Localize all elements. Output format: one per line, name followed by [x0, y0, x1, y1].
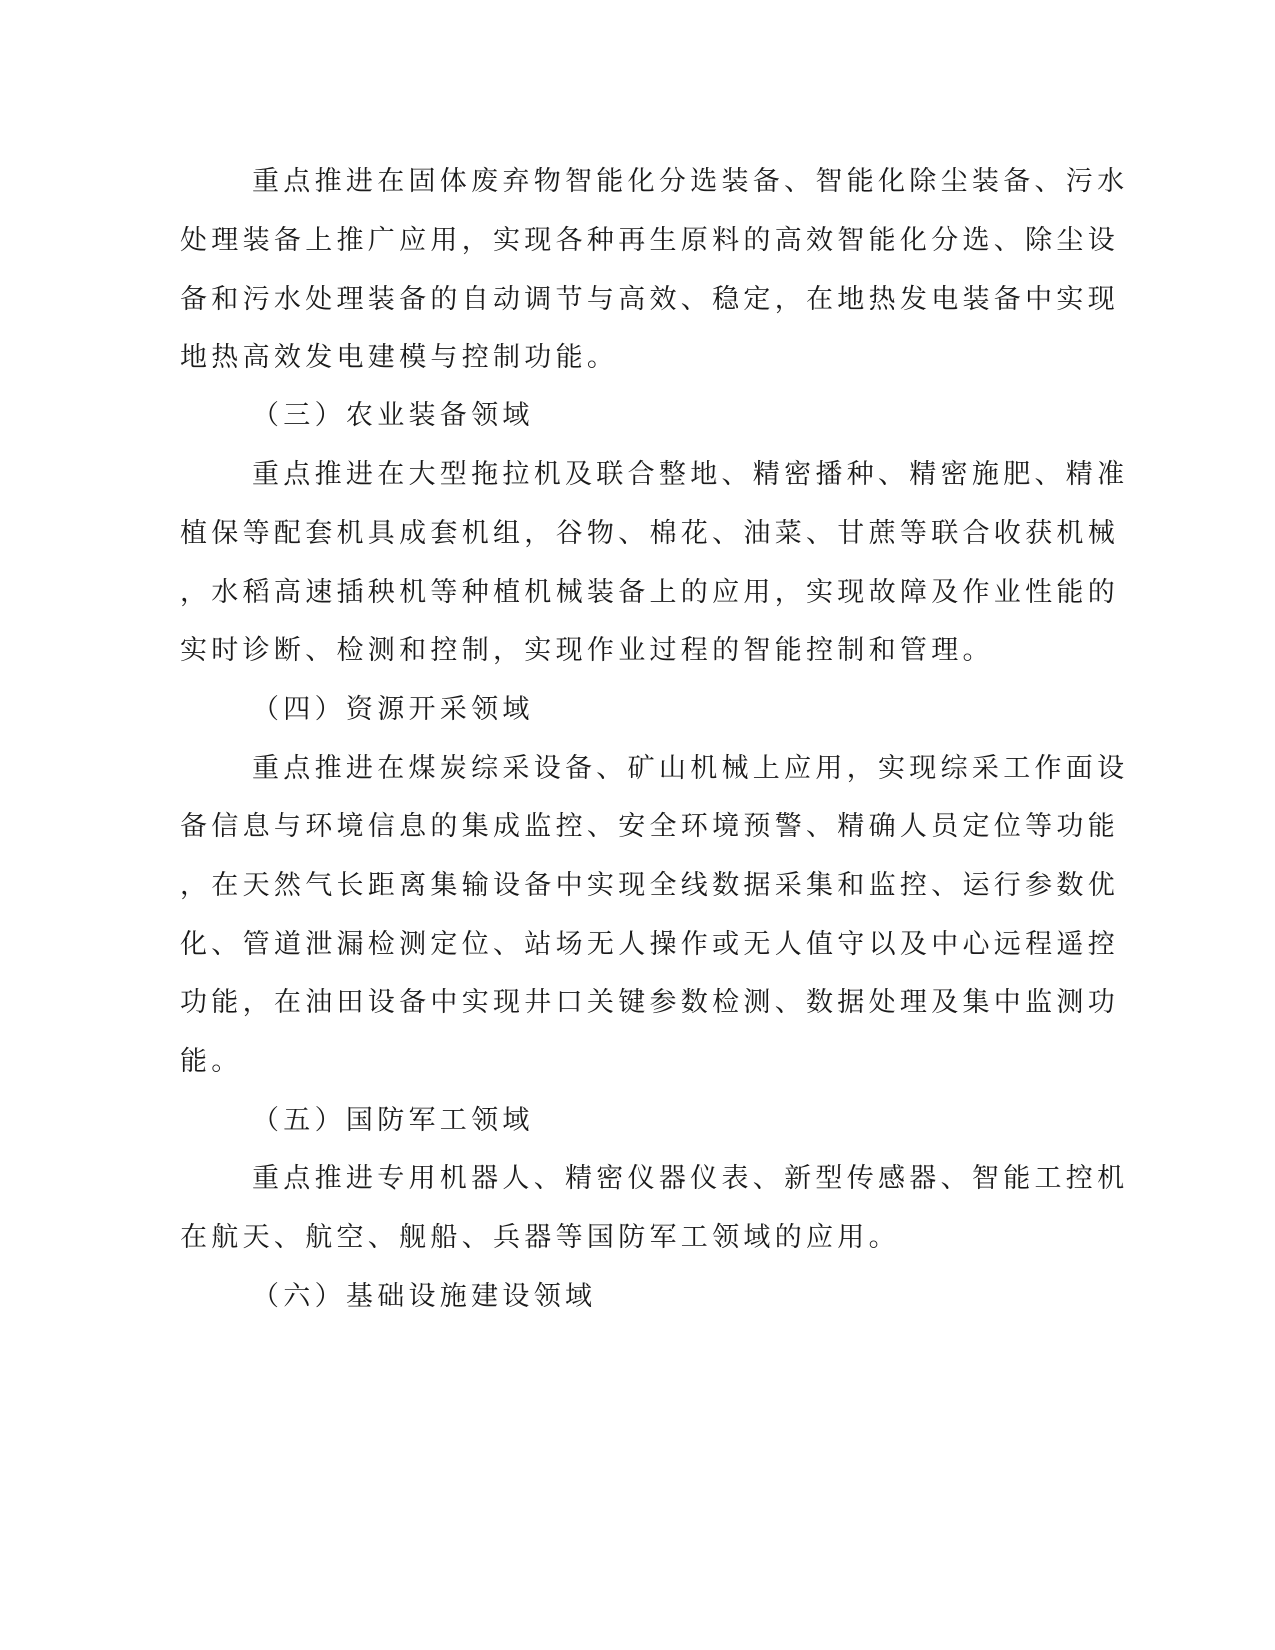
paragraph-2-line-1: 重点推进在大型拖拉机及联合整地、精密播种、精密施肥、精准 — [252, 459, 1129, 490]
paragraph-3-line-5: 功能，在油田设备中实现井口关键参数检测、数据处理及集中监测功 — [180, 987, 1119, 1018]
paragraph-2-line-4: 实时诊断、检测和控制，实现作业过程的智能控制和管理。 — [180, 635, 994, 666]
paragraph-1-line-3: 备和污水处理装备的自动调节与高效、稳定，在地热发电装备中实现 — [180, 284, 1119, 315]
paragraph-3-line-6: 能。 — [180, 1046, 243, 1077]
paragraph-2-line-2: 植保等配套机具成套机组，谷物、棉花、油菜、甘蔗等联合收获机械 — [180, 518, 1119, 549]
section-heading-4: （四）资源开采领域 — [252, 694, 534, 725]
paragraph-2-line-3: ，水稻高速插秧机等种植机械装备上的应用，实现故障及作业性能的 — [180, 577, 1119, 608]
section-heading-3: （三）农业装备领域 — [252, 400, 534, 431]
paragraph-3-line-2: 备信息与环境信息的集成监控、安全环境预警、精确人员定位等功能 — [180, 811, 1119, 842]
paragraph-4-line-1: 重点推进专用机器人、精密仪器仪表、新型传感器、智能工控机 — [252, 1163, 1129, 1194]
paragraph-1-line-2: 处理装备上推广应用，实现各种再生原料的高效智能化分选、除尘设 — [180, 225, 1119, 256]
paragraph-1-line-4: 地热高效发电建模与控制功能。 — [180, 342, 619, 373]
paragraph-3-line-1: 重点推进在煤炭综采设备、矿山机械上应用，实现综采工作面设 — [252, 753, 1129, 784]
paragraph-3-line-3: ，在天然气长距离集输设备中实现全线数据采集和监控、运行参数优 — [180, 870, 1119, 901]
section-heading-6: （六）基础设施建设领域 — [252, 1281, 597, 1312]
paragraph-4-line-2: 在航天、航空、舰船、兵器等国防军工领域的应用。 — [180, 1222, 900, 1253]
section-heading-5: （五）国防军工领域 — [252, 1105, 534, 1136]
paragraph-3-line-4: 化、管道泄漏检测定位、站场无人操作或无人值守以及中心远程遥控 — [180, 929, 1119, 960]
paragraph-1-line-1: 重点推进在固体废弃物智能化分选装备、智能化除尘装备、污水 — [252, 166, 1129, 197]
